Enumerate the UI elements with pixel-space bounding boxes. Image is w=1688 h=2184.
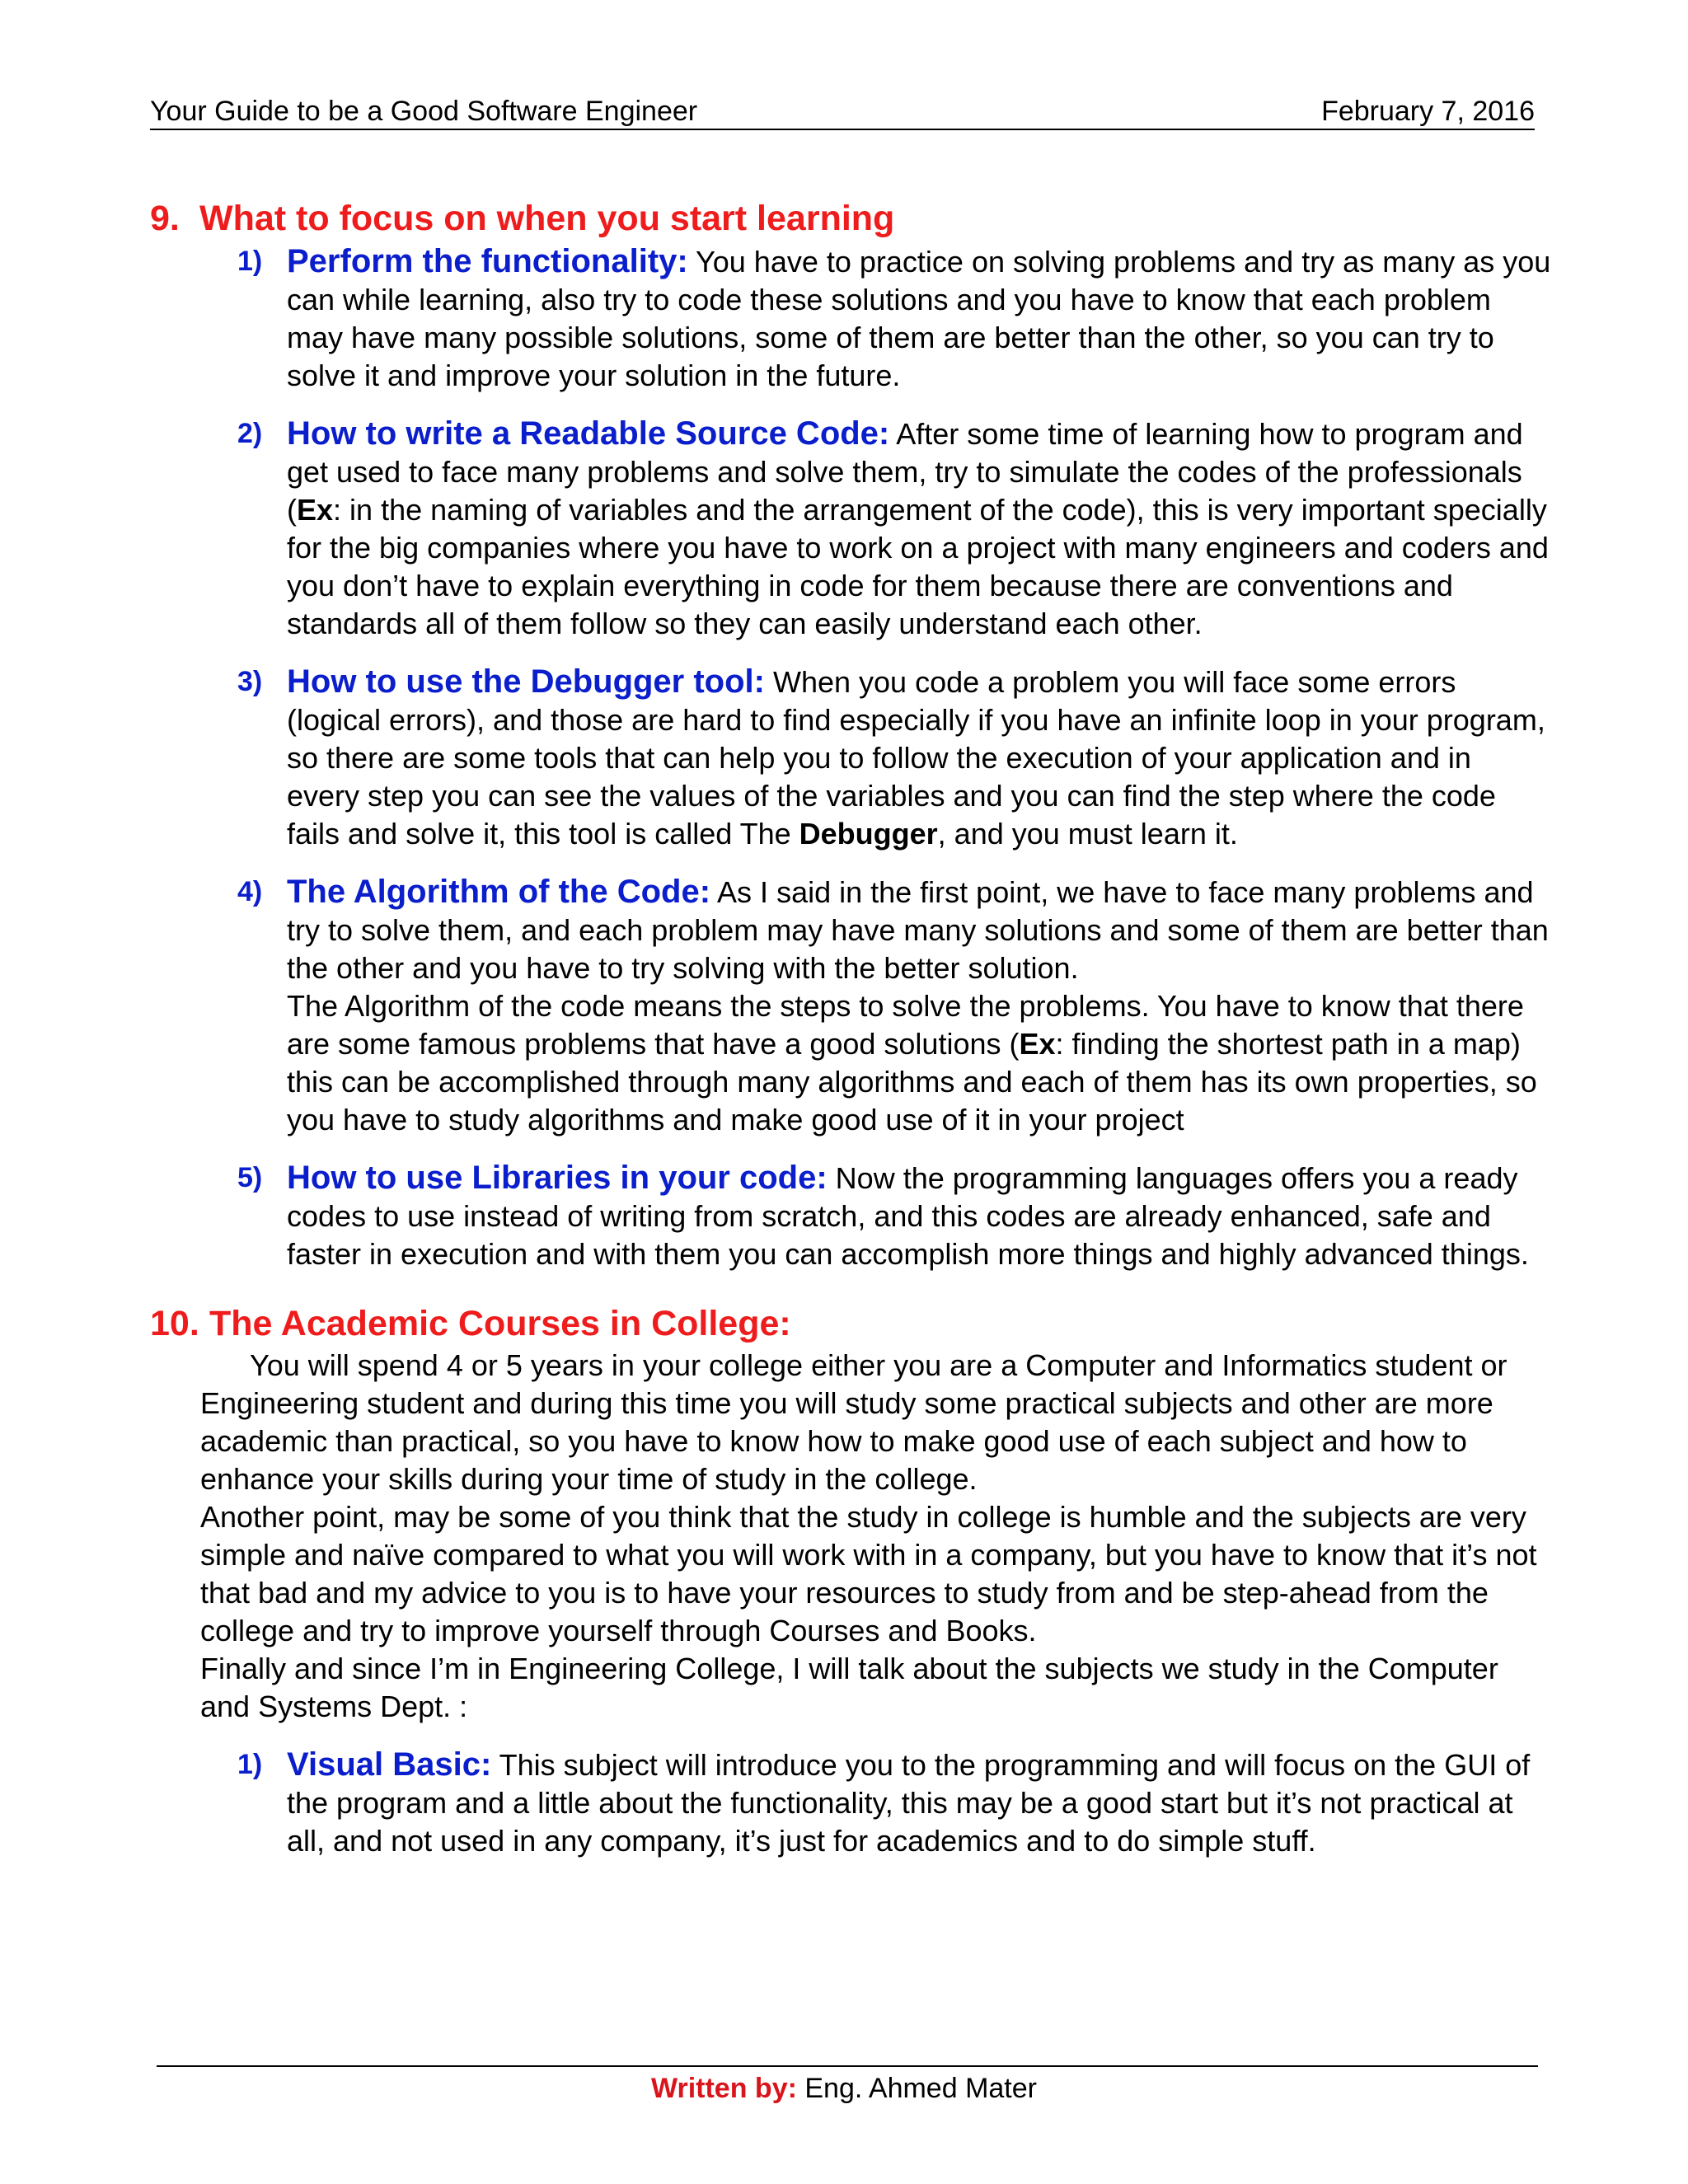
item-number: 2) (237, 417, 263, 449)
section-9-number: 9. (150, 199, 180, 238)
item-title: How to write a Readable Source Code: (287, 415, 890, 452)
section-9-item-1 (237, 242, 1551, 395)
footer-author: Eng. Ahmed Mater (796, 2073, 1037, 2104)
item-text: This subject will introduce you to the programming and will focus on the GUI of the program and a little about the functionality, this may be a good start but it’s not practical at all, and not used in any company, it’s just for academics and to do simple stuff. (287, 1748, 1531, 1858)
item-number: 1) (237, 1749, 263, 1781)
section-9-item-5 (237, 1159, 1551, 1273)
item-text: The Algorithm of the code means the steps to solve the problems. You have to know that there are some famous problems that have a good solutions ( (287, 988, 1524, 1061)
page-header (150, 97, 1535, 130)
item-title: The Algorithm of the Code: (287, 873, 711, 910)
item-body (287, 242, 1551, 395)
section-9-heading (150, 198, 1551, 241)
item-body (287, 415, 1551, 643)
item-text: Now the programming languages offers you a ready codes to use instead of writing from scratch, and this codes are already enhanced, safe and faster in execution and with them you can accomplish more things and highly advanced things. (287, 1160, 1529, 1271)
item-text: , and you must learn it. (937, 816, 1238, 851)
item-text: When you code a problem you will face some errors (logical errors), and those are hard to find especially if you have an infinite loop in your program, so there are some tools that can help you to follow the execution of your application and in every step you can see the values of the variables and you can find the step where the code fails and solve it, this tool is called The (287, 664, 1545, 851)
section-10-paragraph-2: Another point, may be some of you think that the study in college is humble and the subjects are very simple and naïve compared to what you will work with in a company, but you have to know that it’s not that bad and my advice to you is to have your resources to study from and be step-ahead from the college and try to improve yourself through Courses and Books. (200, 1500, 1537, 1648)
footer-divider (157, 2065, 1538, 2067)
section-10-paragraph-1: You will spend 4 or 5 years in your college either you are a Computer and Informatics student or Engineering student and during this time you will study some practical subjects and other are more academic than practical, so you have to know how to make good use of each subject and how to enhance your skills during your time of study in the college. (200, 1348, 1507, 1497)
item-title: Visual Basic: (287, 1746, 492, 1783)
item-body (287, 663, 1551, 853)
footer-label: Written by: (651, 2073, 797, 2104)
item-number: 1) (237, 245, 263, 277)
item-text: You have to practice on solving problems and try as many as you can while learning, also try to code these solutions and you have to know that each problem may have many possible solutions, some of them are better than the other, so you can try to solve it and improve your solution in the future. (287, 244, 1551, 392)
section-10-heading (150, 1303, 1551, 1346)
item-number: 5) (237, 1161, 263, 1193)
item-text: After some time of learning how to program and get used to face many problems and solve them, try to simulate the codes of the professionals ( (287, 416, 1523, 527)
item-paragraph (287, 987, 1551, 1139)
header-title: Your Guide to be a Good Software Engineer (150, 96, 698, 127)
item-title: How to use Libraries in your code: (287, 1159, 828, 1196)
item-paragraph (287, 873, 1551, 987)
page-content (150, 198, 1551, 1860)
item-body (287, 1159, 1551, 1273)
section-10-number: 10. (150, 1303, 199, 1343)
page-footer (0, 2073, 1688, 2105)
section-9-item-3 (237, 663, 1551, 853)
section-10-paragraph-3: Finally and since I’m in Engineering College, I will talk about the subjects we study in the Computer and Systems Dept. : (200, 1652, 1498, 1724)
item-body (287, 873, 1551, 1139)
header-date: February 7, 2016 (1321, 96, 1535, 127)
section-10-item-1 (237, 1746, 1551, 1860)
item-body (287, 1746, 1551, 1860)
item-bold-text: Debugger (799, 816, 938, 851)
section-9-item-2 (237, 415, 1551, 643)
item-bold-text: Ex (297, 492, 334, 527)
section-9-item-4 (237, 873, 1551, 1139)
section-10-title: The Academic Courses in College: (209, 1303, 791, 1343)
item-title: Perform the functionality: (287, 242, 688, 279)
item-text: As I said in the first point, we have to face many problems and try to solve them, and each problem may have many solutions and some of them are better than the other and you have to try solving with the better solution. (287, 874, 1549, 985)
section-9-title: What to focus on when you start learning (199, 199, 895, 238)
item-text: : in the naming of variables and the arrangement of the code), this is very important specially for the big companies where you have to work on a project with many engineers and coders and you don’t have to explain everything in code for them because there are conventions and standards all of them follow so they can easily understand each other. (287, 492, 1549, 640)
item-text: : finding the shortest path in a map) this can be accomplished through many algorithms and each of them has its own properties, so you have to study algorithms and make good use of it in your project (287, 1026, 1537, 1137)
section-10-items (150, 1746, 1551, 1860)
item-title: How to use the Debugger tool: (287, 663, 765, 700)
item-number: 3) (237, 665, 263, 697)
item-number: 4) (237, 875, 263, 907)
item-bold-text: Ex (1019, 1026, 1056, 1061)
